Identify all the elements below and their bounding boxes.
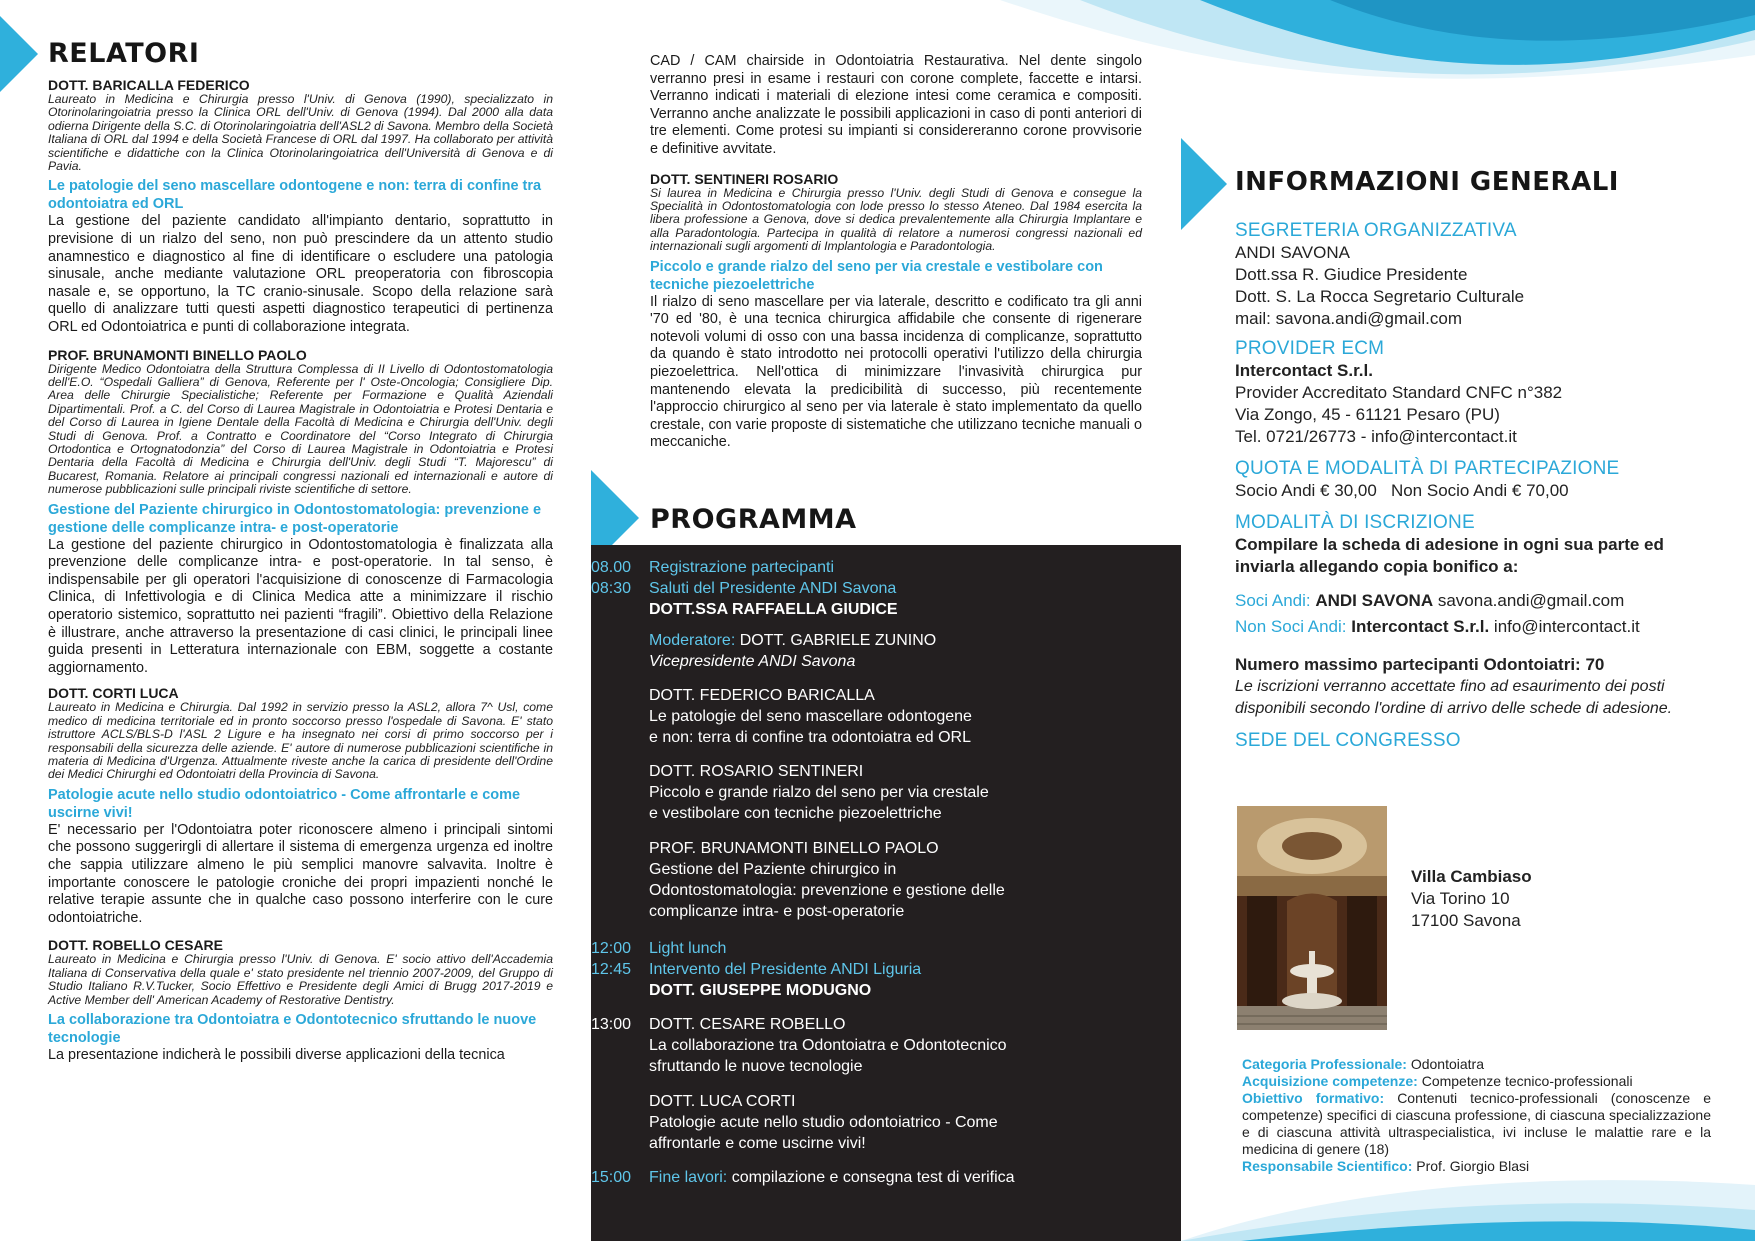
ecm-details <box>1242 1056 1711 1175</box>
section-arrow-icon <box>1181 138 1227 230</box>
agenda-talk: complicanze intra- e post-operatorie <box>649 903 905 920</box>
info-line: Via Zongo, 45 - 61121 Pesaro (PU) <box>1235 405 1500 424</box>
time-label: 12:45 <box>591 961 632 978</box>
time-label: 12:00 <box>591 940 632 957</box>
quota-title: QUOTA E MODALITÀ DI PARTECIPAZIONE <box>1235 458 1620 479</box>
speaker-bio: Laureato in Medicina e Chirurgia. Dal 1992 in servizio presso la ASL2, allora 7^ Usl, come medico di medicina territoriale ed in pronto soccorso presso l'ospedale di Savona. E' stato istruttore ACLS/BLS-D l'ASL 2 Ligure e ha insegnato nei corsi di primo soccorso per i responsabili della sicurezza delle aziende. E' autore di numerose pubblicazioni scientifiche in materia di Medicina d'Urgenza. Attualmente riveste anche la carica di presidente dell'Ordine dei Medici Chirurghi ed Odontoiatri della Provincia di Savona. <box>48 700 553 782</box>
speaker-topic: Patologie acute nello studio odontoiatrico - Come affrontarle e come uscirne vivi! <box>48 786 521 821</box>
moderator-name: DOTT. GABRIELE ZUNINO <box>739 632 937 649</box>
agenda-speaker: DOTT. CESARE ROBELLO <box>649 1016 846 1033</box>
ecm-line <box>1242 1056 1711 1073</box>
provider-title: PROVIDER ECM <box>1235 338 1385 359</box>
speaker-bio: Si laurea in Medicina e Chirurgia presso l'Univ. degli Studi di Genova e consegue la Specialità in Odontostomatologia con lode presso lo stesso Ateneo. Dal 1984 esercita la libera professione a Genova, dove si dedica prevalentemente alla Chirurgia Implantare e alla Paradontologia. Partecipa in qualità di relatore a numerosi congressi nazionali ed internazionali sugli argomenti di Implantologia e Paradontologia. <box>650 185 1142 254</box>
programma-panel <box>591 545 1181 1241</box>
agenda-speaker: PROF. BRUNAMONTI BINELLO PAOLO <box>649 840 939 857</box>
ecm-label: Categoria Professionale: <box>1242 1056 1407 1072</box>
time-label: 15:00 <box>591 1169 632 1186</box>
agenda-talk: e non: terra di confine tra odontoiatra ed ORL <box>649 729 971 746</box>
agenda-speaker: DOTT. FEDERICO BARICALLA <box>649 687 875 704</box>
agenda-speaker: DOTT. LUCA CORTI <box>649 1093 796 1110</box>
ecm-value: Competenze tecnico-professionali <box>1421 1073 1633 1089</box>
agenda-talk: sfruttando le nuove tecnologie <box>649 1058 863 1075</box>
info-line: Tel. 0721/26773 - info@intercontact.it <box>1235 427 1517 446</box>
soci-mail: savona.andi@gmail.com <box>1437 591 1625 610</box>
agenda-talk: Gestione del Paziente chirurgico in <box>649 861 897 878</box>
speaker-bio: Dirigente Medico Odontoiatra della Struttura Complessa di II Livello di Odontostomatologia dell'E.O. “Ospedali Galliera” di Genova, Referente per l' Oste-Oncologia; Consigliere Dip. Area delle Chirurgie Specialistiche; Referente per Formazione e Qualità Aziendali Dipartimentali. Prof. a C. del Corso di Laurea Magistrale in Odontoiatria e Protesi Dentaria e del Corso di Laurea in Igiene Dentale della Facoltà di Medicina e Chirurgia dell'Univ. degli Studi di Genova. Prof. a Contratto e Coordinatore del “Corso Integrato di Chirurgia Ortodontica e Ortognatodonzia” del Corso di Laurea Magistrale in Odontoiatria e Protesi Dentaria della Facoltà di Medicina e Chirurgia dell'Univ. degli Studi “T. Majorescu” di Bucarest, Romania. Relatore ai principali congressi nazionali ed internazionali e autore di numerose pubblicazioni sulle principali riviste scientifiche di settore. <box>48 361 553 497</box>
agenda-speaker: DOTT. ROSARIO SENTINERI <box>649 763 864 780</box>
soci-line <box>1235 590 1713 612</box>
agenda-item <box>649 1167 1015 1188</box>
time-label: 13:00 <box>591 1016 632 1033</box>
moderator-line <box>649 630 936 651</box>
nonsoci-mail: info@intercontact.it <box>1493 617 1640 636</box>
info-line: inviarla allegando copia bonifico a: <box>1235 557 1519 576</box>
iscrizione-title: MODALITÀ DI ISCRIZIONE <box>1235 512 1475 533</box>
ecm-line <box>1242 1090 1711 1158</box>
nonsoci-name: Intercontact S.r.l. <box>1351 617 1490 636</box>
agenda-speaker: DOTT. GIUSEPPE MODUGNO <box>649 982 872 999</box>
relatori-column <box>48 0 553 1065</box>
speaker-abstract: E' necessario per l'Odontoiatra poter riconoscere almeno i principali sintomi che possono suggerirgli di allertare il sistema di emergenza urgenza ed inoltre che sappia utilizzare almeno le più semplici manovre salvavita. Inoltre è importante conoscere le patologie croniche dei propri impazienti nonché le relative terapie assunte che in qualche caso possono interferire con le cure odontoiatriche. <box>48 821 553 926</box>
agenda-item: Saluti del Presidente ANDI Savona <box>649 580 897 597</box>
programma-title: PROGRAMMA <box>650 504 857 535</box>
info-line: Dott. S. La Rocca Segretario Culturale <box>1235 287 1525 306</box>
agenda-item: Intervento del Presidente ANDI Liguria <box>649 961 922 978</box>
agenda-item: Registrazione partecipanti <box>649 559 834 576</box>
info-line: Dott.ssa R. Giudice Presidente <box>1235 265 1468 284</box>
soci-label: Soci Andi: <box>1235 591 1311 610</box>
info-title: INFORMAZIONI GENERALI <box>1235 167 1619 197</box>
info-line: Provider Accreditato Standard CNFC n°382 <box>1235 383 1563 402</box>
speaker-topic: Le patologie del seno mascellare odontogene e non: terra di confine tra odontoiatra ed ORL <box>48 178 542 213</box>
max-participants: Numero massimo partecipanti Odontoiatri: 70 <box>1235 655 1605 674</box>
ecm-value: Contenuti tecnico-professionali (conoscenze e competenze) specifici di ciascuna professione, di ciascuna specializzazione e di ciascuna attività ultraspecialistica, ivi incluse le malattie rare e la medicina di genere (18) <box>1242 1090 1711 1157</box>
agenda-talk: La collaborazione tra Odontoiatra e Odontotecnico <box>649 1037 1007 1054</box>
agenda-speaker: DOTT.SSA RAFFAELLA GIUDICE <box>649 601 898 618</box>
speaker-topic: Gestione del Paziente chirurgico in Odontostomatologia: prevenzione e gestione delle complicanze intra- e post-operatorie <box>48 501 542 536</box>
agenda-talk: e vestibolare con tecniche piezoelettriche <box>649 805 942 822</box>
speaker-topic: Piccolo e grande rialzo del seno per via crestale e vestibolare con tecniche piezoelettriche <box>650 258 1103 293</box>
speaker-name: PROF. BRUNAMONTI BINELLO PAOLO <box>48 346 307 363</box>
agenda-item-text: compilazione e consegna test di verifica <box>731 1169 1015 1186</box>
ecm-value: Prof. Giorgio Blasi <box>1416 1158 1530 1174</box>
time-label: 08.00 <box>591 559 632 576</box>
speaker-name: DOTT. CORTI LUCA <box>48 685 179 702</box>
speaker-bio: Laureato in Medicina e Chirurgia presso l'Univ. di Genova. E' socio attivo dell'Accademia Italiana di Conservativa della quale e' stato presidente nel triennio 2007-2009, del Gruppo di Studio Italiano R.V.Tucker, Socio Effettivo e Presidente degli Amici di Brugg 2017-2019 e Active Member dell' American Academy of Restorative Dentistry. <box>48 952 553 1007</box>
info-column <box>1235 220 1713 752</box>
agenda-talk: Le patologie del seno mascellare odontogene <box>649 708 972 725</box>
relatori-title: RELATORI <box>48 38 200 69</box>
agenda-talk: Odontostomatologia: prevenzione e gestione delle <box>649 882 1005 899</box>
speaker-abstract: La gestione del paziente chirurgico in Odontostomatologia è finalizzata alla prevenzione delle complicanze intra- e post-operatorie. In tal senso, è indispensabile per gli operatori l'acquisizione di conoscenze di Farmacologia Clinica, di Infettivologia e di Clinica Medica atte a minimizzare il rischio operatorio sistemico, soprattutto nei pazienti “fragili”. Obiettivo della Relazione è illustrare, anche attraverso la presentazione di casi clinici, le principali linee guida presenti in Letteratura internazionale con EBM, soggette a costante aggiornamento. <box>48 536 553 676</box>
venue-name: Villa Cambiaso <box>1411 867 1532 886</box>
speaker-abstract-continued: CAD / CAM chairside in Odontoiatria Restaurativa. Nel dente singolo verranno presi in esame i restauri con corone complete, faccette e intarsi. Verranno indicati i materiali di elezione intesi come ceramica e compositi. Verranno anche analizzate le possibili applicazioni in caso di ponti anteriori di tre elementi. Come protesi su impianti si considereranno corone provvisorie e definitive avvitate. <box>650 53 1142 157</box>
speaker-name: DOTT. SENTINERI ROSARIO <box>650 170 839 187</box>
moderator-role: Vicepresidente ANDI Savona <box>649 653 856 670</box>
speaker-name: DOTT. BARICALLA FEDERICO <box>48 77 250 93</box>
venue-city: 17100 Savona <box>1411 911 1521 930</box>
info-line: ANDI SAVONA <box>1235 243 1350 262</box>
ecm-label: Responsabile Scientifico: <box>1242 1158 1413 1174</box>
agenda-item: Light lunch <box>649 940 727 957</box>
speaker-abstract: Il rialzo di seno mascellare per via laterale, descritto e codificato tra gli anni '70 ed '80, è una tecnica chirurgica affidabile che consente di rigenerare notevoli volumi di osso con una bassa incidenza di complicanze, soprattutto da quando è stato introdotto nei protocolli operativi l'utilizzo della chirurgia piezoelettrica. Nell'ottica di minimizzare l'invasività chirurgica pur mantenendo elevata la predicibilità di successo, più recentemente l'approccio chirurgico al seno per via laterale è stato implementato da quello crestale, con varie proposte di sistematiche che utilizzano tecniche manuali o meccaniche. <box>650 293 1142 451</box>
agenda-talk: Piccolo e grande rialzo del seno per via crestale <box>649 784 989 801</box>
info-note: Le iscrizioni verranno accettate fino ad esaurimento dei posti <box>1235 678 1665 695</box>
info-line: mail: savona.andi@gmail.com <box>1235 309 1463 328</box>
sede-title: SEDE DEL CONGRESSO <box>1235 730 1461 751</box>
ecm-label: Acquisizione competenze: <box>1242 1073 1418 1089</box>
speaker-topic: La collaborazione tra Odontoiatra e Odontotecnico sfruttando le nuove tecnologie <box>48 1012 537 1047</box>
time-label: 08:30 <box>591 580 632 597</box>
speaker-name: DOTT. ROBELLO CESARE <box>48 937 224 954</box>
ecm-line <box>1242 1158 1711 1175</box>
venue-street: Via Torino 10 <box>1411 889 1510 908</box>
ecm-line <box>1242 1073 1711 1090</box>
relatori-column-continued <box>650 0 1142 452</box>
moderator-label: Moderatore: <box>649 632 736 649</box>
nonsoci-line <box>1235 616 1713 638</box>
info-note: disponibili secondo l'ordine di arrivo delle schede di adesione. <box>1235 700 1673 717</box>
agenda-talk: affrontarle e come uscirne vivi! <box>649 1135 866 1152</box>
speaker-bio: Laureato in Medicina e Chirurgia presso l'Univ. di Genova (1990), specializzato in Otorinolaringoiatria presso la Clinica ORL dell'Univ. di Genova (1994). Dal 2000 alla data odierna Dirigente della S.C. di Otorinolaringoiatria dell'ASL2 di Savona. Membro della Società Italiana di ORL dal 1994 e della Società Francese di ORL dal 1997. Ha collaborato per attività scientifiche e didattiche con la Clinica Otorinolaringoiatrica dell'Università di Genova e di Pavia. <box>48 92 554 174</box>
agenda-talk: Patologie acute nello studio odontoiatrico - Come <box>649 1114 998 1131</box>
info-line: Intercontact S.r.l. <box>1235 361 1373 380</box>
venue-photo <box>1237 806 1387 1030</box>
soci-name: ANDI SAVONA <box>1315 591 1434 610</box>
nonsoci-label: Non Soci Andi: <box>1235 617 1347 636</box>
ecm-value: Odontoiatra <box>1410 1056 1484 1072</box>
segreteria-title: SEGRETERIA ORGANIZZATIVA <box>1235 220 1517 241</box>
venue-address <box>1411 866 1532 932</box>
ecm-label: Obiettivo formativo: <box>1242 1090 1385 1106</box>
section-arrow-icon <box>0 16 38 92</box>
info-line: Compilare la scheda di adesione in ogni sua parte ed <box>1235 535 1664 554</box>
info-line: Socio Andi € 30,00 Non Socio Andi € 70,00 <box>1235 481 1569 500</box>
speaker-abstract: La presentazione indicherà le possibili diverse applicazioni della tecnica <box>48 1047 505 1064</box>
agenda-item-label: Fine lavori: <box>649 1169 728 1186</box>
speaker-abstract: La gestione del paziente candidato all'impianto dentario, soprattutto in previsione di un rialzo del seno, non può prescindere da un attento studio anamnestico e diagnostico al fine di identificare o escludere una patologia sinusale, anche mediante valutazione ORL preoperatoria con fibroscopia nasale e, se opportuno, la TC cranio-sinusale. Scopo della relazione sarà quello di analizzare tutti questi aspetti diagnostico terapeutici di pertinenza ORL ed Odontoiatrica e punti di collaborazione integrata. <box>48 213 553 335</box>
